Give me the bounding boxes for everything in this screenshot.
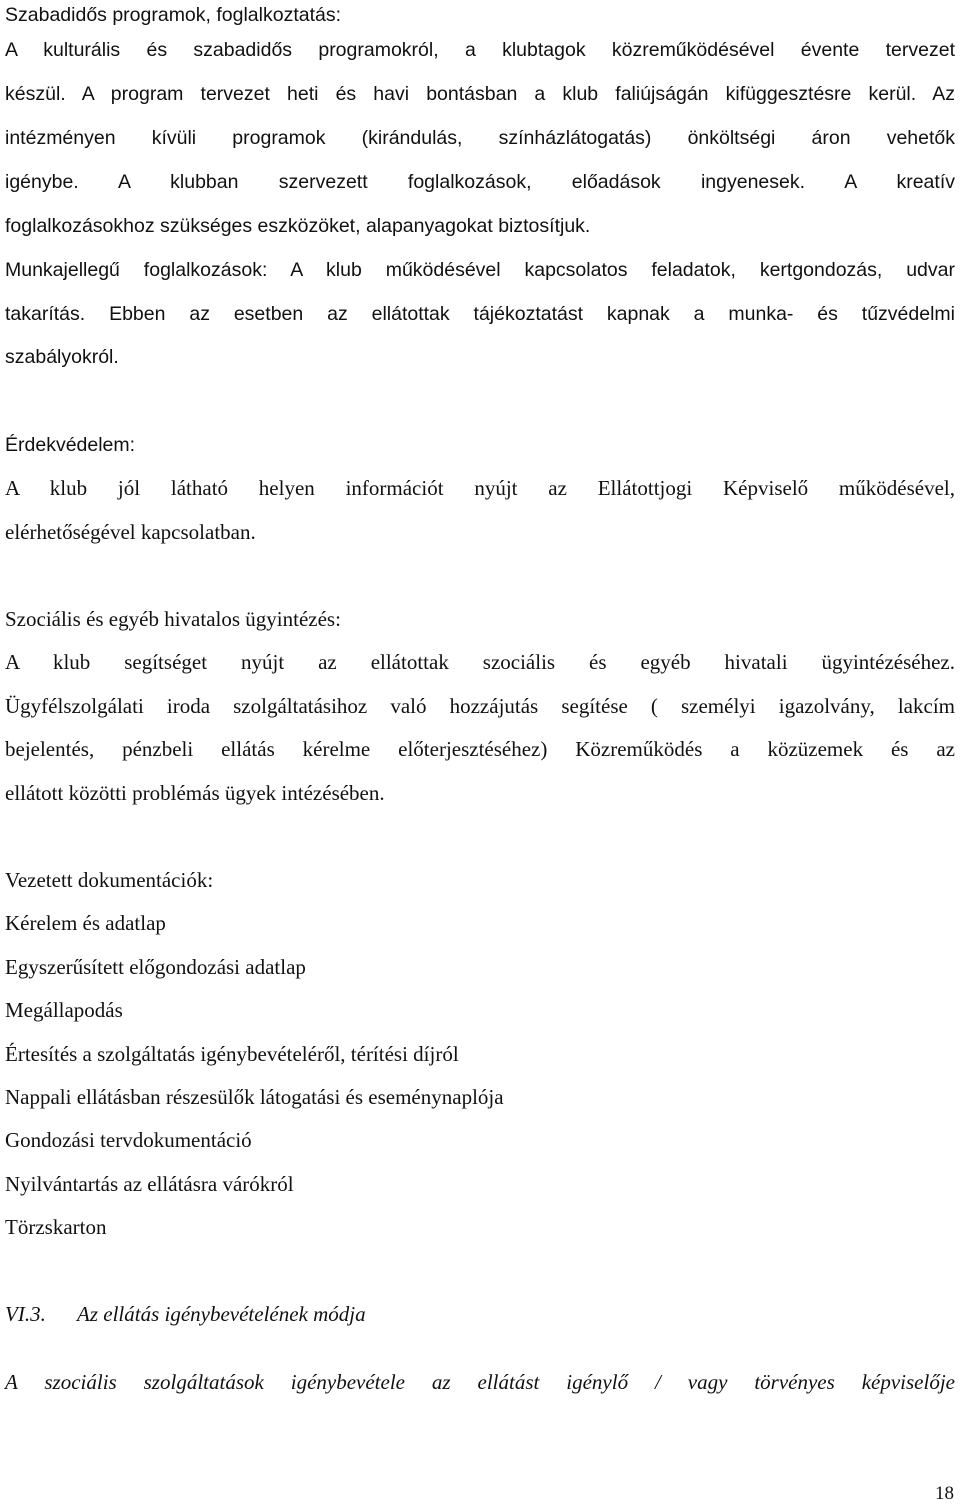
section-number: VI.3. [5, 1302, 46, 1326]
leisure-line-4: igénybe. A klubban szervezett foglalkozások, előadások ingyenesek. A kreatív [5, 171, 955, 193]
section-title: Az ellátás igénybevételének módja [77, 1302, 366, 1326]
advocacy-line-2: elérhetőségével kapcsolatban. [5, 520, 256, 544]
section-line: A szociális szolgáltatások igénybevétele az ellátást igénylő / vagy törvényes képviselője [5, 1370, 955, 1394]
page-number: 18 [935, 1483, 954, 1504]
document-item: Gondozási tervdokumentáció [5, 1128, 252, 1152]
document-item: Megállapodás [5, 998, 123, 1022]
social-line-3: bejelentés, pénzbeli ellátás kérelme előterjesztéséhez) Közreműködés a közüzemek és az [5, 737, 955, 761]
advocacy-heading: Érdekvédelem: [5, 434, 136, 456]
leisure-line-7: takarítás. Ebben az esetben az ellátottak tájékoztatást kapnak a munka- és tűzvédelmi [5, 303, 955, 325]
leisure-line-5: foglalkozásokhoz szükséges eszközöket, alapanyagokat biztosítjuk. [5, 215, 591, 237]
leisure-line-3: intézményen kívüli programok (kirándulás, színházlátogatás) önköltségi áron vehetők [5, 127, 955, 149]
social-line-4: ellátott közötti problémás ügyek intézésében. [5, 781, 385, 805]
advocacy-line-1: A klub jól látható helyen információt nyújt az Ellátottjogi Képviselő működésével, [5, 476, 955, 500]
leisure-line-1: A kulturális és szabadidős programokról, a klubtagok közreműködésével évente tervezet [5, 39, 955, 61]
document-item: Nappali ellátásban részesülők látogatási és eseménynaplója [5, 1085, 504, 1109]
document-item: Törzskarton [5, 1215, 107, 1239]
document-item: Értesítés a szolgáltatás igénybevételéről, térítési díjról [5, 1042, 459, 1066]
leisure-line-8: szabályokról. [5, 346, 119, 368]
social-line-2: Ügyfélszolgálati iroda szolgáltatásihoz való hozzájutás segítése ( személyi igazolvány, lakcím [5, 694, 955, 718]
documents-heading: Vezetett dokumentációk: [5, 868, 214, 892]
leisure-heading: Szabadidős programok, foglalkoztatás: [5, 4, 342, 26]
document-item: Egyszerűsített előgondozási adatlap [5, 955, 306, 979]
social-line-1: A klub segítséget nyújt az ellátottak szociális és egyéb hivatali ügyintézéséhez. [5, 650, 955, 674]
document-item: Kérelem és adatlap [5, 911, 166, 935]
section-heading [5, 1299, 955, 1329]
document-item: Nyilvántartás az ellátásra várókról [5, 1172, 294, 1196]
social-heading: Szociális és egyéb hivatalos ügyintézés: [5, 607, 341, 631]
leisure-line-2: készül. A program tervezet heti és havi bontásban a klub faliújságán kifüggesztésre kerül. Az [5, 83, 955, 105]
leisure-line-6: Munkajellegű foglalkozások: A klub működésével kapcsolatos feladatok, kertgondozás, udvar [5, 259, 955, 281]
